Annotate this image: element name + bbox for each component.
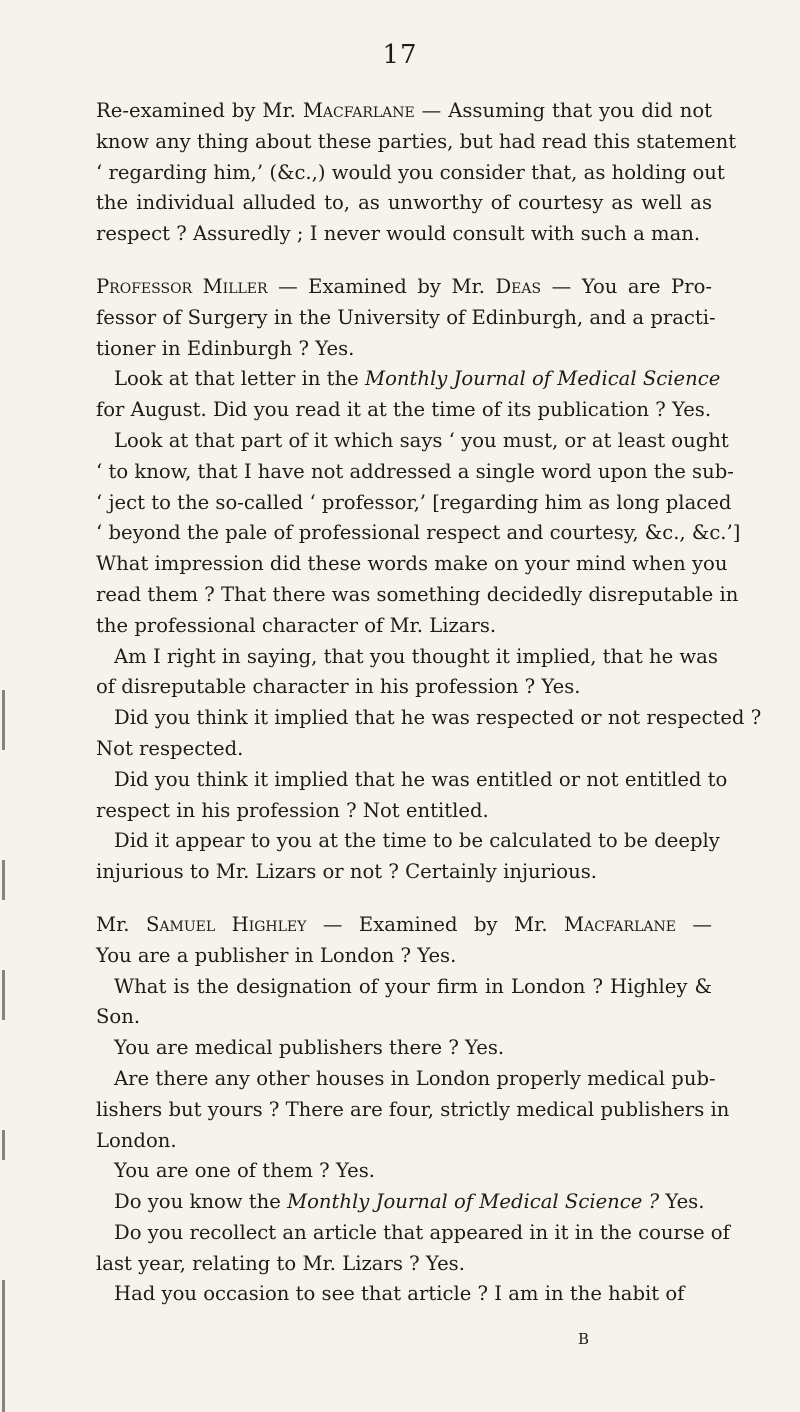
text-line xyxy=(96,642,718,673)
text-line xyxy=(96,941,712,972)
text-line xyxy=(96,303,716,334)
paragraph xyxy=(96,972,712,1034)
section-gap xyxy=(96,888,712,910)
text-line xyxy=(96,334,712,365)
text-run: read them ? That there was something decidedly disreputable in xyxy=(96,582,739,606)
text-line xyxy=(96,703,762,734)
text-line xyxy=(96,96,712,127)
text-run: Mr. xyxy=(96,912,146,936)
paragraph xyxy=(96,1064,730,1156)
text-run: ‘ to know, that I have not addressed a single word upon the sub- xyxy=(96,459,734,483)
text-line xyxy=(96,1249,712,1280)
text-run: respect ? Assuredly ; I never would consult with such a man. xyxy=(96,222,701,246)
text-line xyxy=(96,127,737,158)
paragraph xyxy=(96,765,728,827)
body-text xyxy=(96,96,762,1310)
text-run: ‘ beyond the pale of professional respect and courtesy, &c., &c.’] xyxy=(96,521,741,545)
text-line xyxy=(96,188,712,219)
text-run: injurious to Mr. Lizars or not ? Certainly injurious. xyxy=(96,860,597,884)
paragraph xyxy=(96,426,741,642)
text-run: Are there any other houses in London properly medical pub- xyxy=(114,1066,716,1090)
text-run: last year, relating to Mr. Lizars ? Yes. xyxy=(96,1251,465,1275)
paragraph xyxy=(96,1279,712,1310)
text-run: the professional character of Mr. Lizars. xyxy=(96,613,497,637)
text-run: Did it appear to you at the time to be calculated to be deeply xyxy=(114,829,720,853)
text-run: — xyxy=(675,912,713,936)
text-line xyxy=(96,910,712,941)
binding-mark xyxy=(2,690,5,750)
text-run: tioner in Edinburgh ? Yes. xyxy=(96,336,355,360)
name-smallcaps: Professor Miller xyxy=(96,274,268,298)
text-line xyxy=(96,796,712,827)
italic-title: Monthly Journal of Medical Science ? xyxy=(287,1190,660,1214)
binding-mark xyxy=(2,1280,5,1412)
text-run: — You are Pro- xyxy=(541,274,713,298)
text-line xyxy=(96,1033,712,1064)
text-run: for August. Did you read it at the time of its publication ? Yes. xyxy=(96,398,712,422)
name-smallcaps: Macfarlane xyxy=(302,99,415,122)
text-line xyxy=(96,1187,712,1218)
text-run: — Assuming that you did not xyxy=(414,99,713,122)
text-run: You are a publisher in London ? Yes. xyxy=(96,943,457,967)
binding-mark xyxy=(2,1130,5,1160)
text-run: What impression did these words make on your mind when you xyxy=(96,552,728,576)
text-run: — Examined by Mr. xyxy=(306,912,565,936)
text-run: Yes. xyxy=(659,1190,705,1214)
paragraph xyxy=(96,96,737,250)
text-run: Re-examined by Mr. xyxy=(96,99,303,122)
text-line xyxy=(96,972,712,1003)
text-line xyxy=(96,826,720,857)
text-line xyxy=(96,158,725,189)
paragraph xyxy=(96,1033,712,1064)
text-run: Am I right in saying, that you thought it implied, that he was xyxy=(114,644,718,668)
italic-title: Monthly Journal of Medical Science xyxy=(365,367,721,391)
text-run: know any thing about these parties, but had read this statement xyxy=(96,129,737,153)
text-line xyxy=(96,518,741,549)
text-line xyxy=(96,580,739,611)
text-line xyxy=(96,219,712,250)
paragraph xyxy=(96,364,721,426)
text-run: Do you recollect an article that appeared in it in the course of xyxy=(114,1220,730,1244)
text-line xyxy=(96,457,734,488)
paragraph xyxy=(96,1218,730,1280)
text-run: ‘ regarding him,’ (&c.,) would you consider that, as holding out xyxy=(96,160,725,184)
text-run: Did you think it implied that he was entitled or not entitled to xyxy=(114,767,728,791)
text-line xyxy=(96,672,712,703)
signature-mark: B xyxy=(578,1330,590,1348)
text-run: the individual alluded to, as unworthy of courtesy as well as xyxy=(96,191,712,215)
text-run: What is the designation of your firm in London ? Highley & xyxy=(114,974,712,998)
text-run: You are medical publishers there ? Yes. xyxy=(114,1036,505,1060)
page-number: 17 xyxy=(382,40,418,70)
binding-edge xyxy=(0,670,10,1412)
text-line xyxy=(96,611,712,642)
text-line xyxy=(96,1095,730,1126)
paragraph xyxy=(96,1187,712,1218)
name-smallcaps: Deas xyxy=(495,274,542,298)
text-line xyxy=(96,1218,730,1249)
text-line xyxy=(96,1279,712,1310)
paragraph xyxy=(96,910,712,972)
text-run: — Examined by Mr. xyxy=(267,274,496,298)
text-run: lishers but yours ? There are four, strictly medical publishers in xyxy=(96,1097,730,1121)
text-line xyxy=(96,857,712,888)
text-run: Do you know the xyxy=(114,1190,288,1214)
name-smallcaps: Samuel Highley xyxy=(145,912,307,936)
name-smallcaps: Macfarlane xyxy=(564,912,676,936)
text-line xyxy=(96,765,728,796)
text-line xyxy=(96,1002,712,1033)
text-run: Not respected. xyxy=(96,736,244,760)
text-run: ‘ ject to the so-called ‘ professor,’ [regarding him as long placed xyxy=(96,490,732,514)
section-gap xyxy=(96,250,712,272)
text-line xyxy=(96,426,729,457)
text-line xyxy=(96,1156,712,1187)
text-line xyxy=(96,1064,716,1095)
text-run: Did you think it implied that he was respected or not respected ? xyxy=(114,706,762,730)
binding-mark xyxy=(2,970,5,1020)
text-run: Look at that part of it which says ‘ you must, or at least ought xyxy=(114,428,729,452)
text-run: of disreputable character in his profession ? Yes. xyxy=(96,675,581,699)
text-run: London. xyxy=(96,1128,177,1152)
text-run: Son. xyxy=(96,1005,141,1029)
text-line xyxy=(96,549,728,580)
paragraph xyxy=(96,642,718,704)
paragraph xyxy=(96,703,762,765)
text-line xyxy=(96,272,712,303)
text-run: fessor of Surgery in the University of Edinburgh, and a practi- xyxy=(96,305,716,329)
text-line xyxy=(96,1126,712,1157)
text-run: respect in his profession ? Not entitled. xyxy=(96,798,489,822)
text-line xyxy=(96,488,732,519)
text-run: You are one of them ? Yes. xyxy=(114,1159,376,1183)
binding-mark xyxy=(2,860,5,900)
text-run: Had you occasion to see that article ? I am in the habit of xyxy=(114,1282,685,1306)
text-line xyxy=(96,734,712,765)
text-run: Look at that letter in the xyxy=(114,367,365,391)
text-line xyxy=(96,395,712,426)
paragraph xyxy=(96,1156,712,1187)
paragraph xyxy=(96,826,720,888)
text-line xyxy=(96,364,721,395)
paragraph xyxy=(96,272,716,364)
